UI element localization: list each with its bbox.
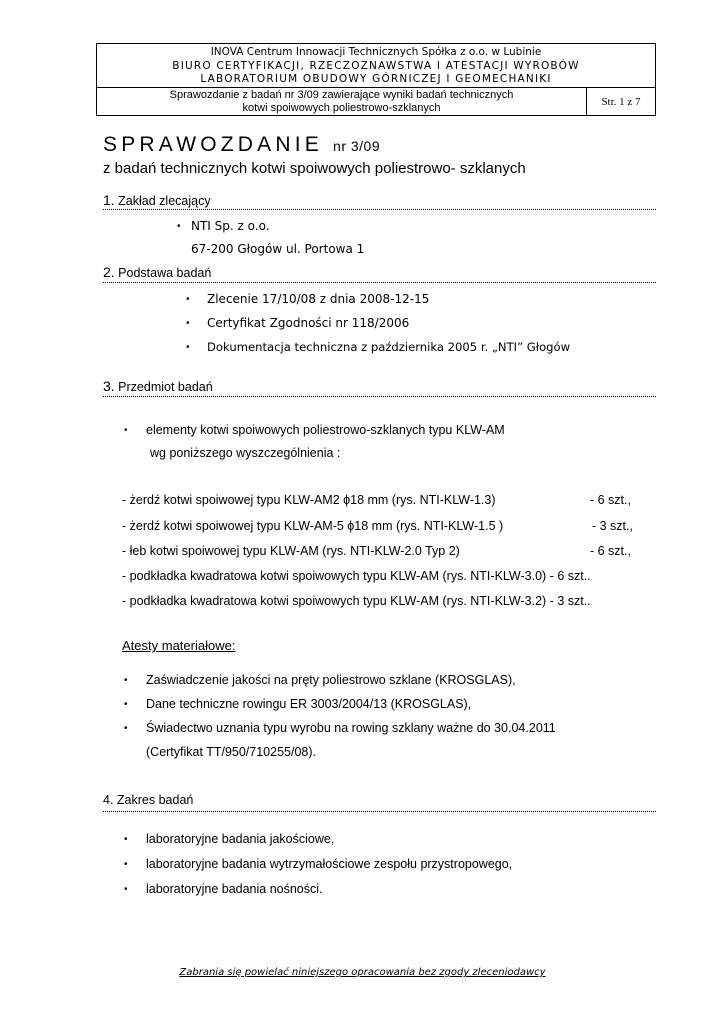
- section-2-label: Podstawa badań: [118, 266, 212, 280]
- scope-item: laboratoryjne badania nośności.: [146, 882, 323, 896]
- header-institution: [97, 44, 655, 88]
- part-item: - łeb kotwi spoiwowej typu KLW-AM (rys. NTI-KLW-2.0 Typ 2): [122, 544, 460, 558]
- report-title-main: SPRAWOZDANIE: [103, 133, 323, 156]
- section-2-number: 2.: [103, 264, 115, 280]
- bullet: •: [124, 699, 128, 710]
- section-3-number: 3.: [103, 378, 115, 394]
- section-4-heading: [103, 793, 193, 807]
- report-subtitle: z badań technicznych kotwi spoiwowych poliestrowo- szklanych: [103, 160, 526, 177]
- section-1-label: Zakład zlecający: [118, 194, 211, 208]
- header-line-3: LABORATORIUM OBUDOWY GÓRNICZEJ I GEOMECHANIKI: [200, 73, 552, 85]
- report-title: [103, 133, 380, 157]
- material-item: Dane techniczne rowingu ER 3003/2004/13 (KROSGLAS),: [146, 697, 472, 711]
- section-3-label: Przedmiot badań: [118, 380, 213, 394]
- subject-intro: elementy kotwi spoiwowych poliestrowo-szklanych typu KLW-AM: [146, 423, 505, 437]
- bullet: •: [124, 675, 128, 686]
- bullet: •: [124, 884, 128, 895]
- ordering-address: 67-200 Głogów ul. Portowa 1: [191, 242, 365, 256]
- section-1-number: 1.: [103, 192, 115, 208]
- part-quantity: - 3 szt.,: [592, 519, 633, 533]
- footer-notice: Zabrania się powielać niniejszego opracowania bez zgody zleceniodawcy: [179, 967, 546, 978]
- basis-item: Certyfikat Zgodności nr 118/2006: [207, 316, 410, 330]
- section-3-heading: [103, 378, 213, 394]
- material-item-cont: (Certyfikat TT/950/710255/08).: [146, 745, 316, 759]
- part-item: - podkładka kwadratowa kotwi spoiwowych typu KLW-AM (rys. NTI-KLW-3.2) - 3 szt..: [122, 594, 591, 608]
- section-1-heading: [103, 192, 211, 208]
- subject-intro-cont: wg poniższego wyszczególnienia :: [150, 446, 341, 460]
- bullet: •: [186, 318, 190, 329]
- bullet: •: [177, 221, 181, 232]
- basis-item: Dokumentacja techniczna z października 2005 r. „NTI” Głogów: [207, 340, 571, 354]
- dotted-divider: [103, 282, 656, 283]
- part-quantity: - 6 szt.,: [590, 544, 631, 558]
- header-desc-line-2: kotwi spoiwowych poliestrowo-szklanych: [242, 101, 441, 114]
- document-header: [96, 43, 656, 116]
- basis-item: Zlecenie 17/10/08 z dnia 2008-12-15: [207, 292, 430, 306]
- report-number: nr 3/09: [333, 138, 381, 154]
- bullet: •: [186, 342, 190, 353]
- material-item: Świadectwo uznania typu wyrobu na rowing szklany ważne do 30.04.2011: [146, 721, 556, 735]
- header-desc-line-1: Sprawozdanie z badań nr 3/09 zawierające wyniki badań technicznych: [169, 89, 514, 101]
- part-item: - podkładka kwadratowa kotwi spoiwowych typu KLW-AM (rys. NTI-KLW-3.0) - 6 szt..: [122, 569, 591, 583]
- bullet: •: [186, 294, 190, 305]
- part-item: - żerdź kotwi spoiwowej typu KLW-AM2 ϕ18 mm (rys. NTI-KLW-1.3): [122, 493, 496, 507]
- bullet: •: [124, 723, 128, 734]
- scope-item: laboratoryjne badania wytrzymałościowe zespołu przystropowego,: [146, 857, 513, 871]
- dotted-divider: [103, 396, 656, 397]
- section-2-heading: [103, 264, 211, 280]
- page-number: Str. 1 z 7: [586, 88, 655, 116]
- header-line-2: BIURO CERTYFIKACJI, RZECZOZNAWSTWA I ATESTACJI WYROBÓW: [172, 59, 580, 72]
- ordering-company: NTI Sp. z o.o.: [191, 219, 270, 233]
- section-4-number: 4.: [103, 793, 114, 807]
- bullet: •: [124, 834, 128, 845]
- header-description: [97, 88, 586, 116]
- part-quantity: - 6 szt.,: [590, 493, 631, 507]
- header-description-row: [97, 88, 655, 116]
- section-4-label: Zakres badań: [116, 793, 194, 807]
- header-line-1: INOVA Centrum Innowacji Technicznych Spółka z o.o. w Lubinie: [210, 46, 542, 58]
- bullet: •: [124, 859, 128, 870]
- dotted-divider: [103, 209, 656, 210]
- dotted-divider: [103, 811, 656, 812]
- materials-heading: Atesty materiałowe:: [122, 638, 236, 653]
- material-item: Zaświadczenie jakości na pręty poliestrowo szklane (KROSGLAS),: [146, 673, 516, 687]
- scope-item: laboratoryjne badania jakościowe,: [146, 832, 335, 846]
- bullet: •: [124, 425, 128, 436]
- part-item: - żerdź kotwi spoiwowej typu KLW-AM-5 ϕ18 mm (rys. NTI-KLW-1.5 ): [122, 519, 504, 533]
